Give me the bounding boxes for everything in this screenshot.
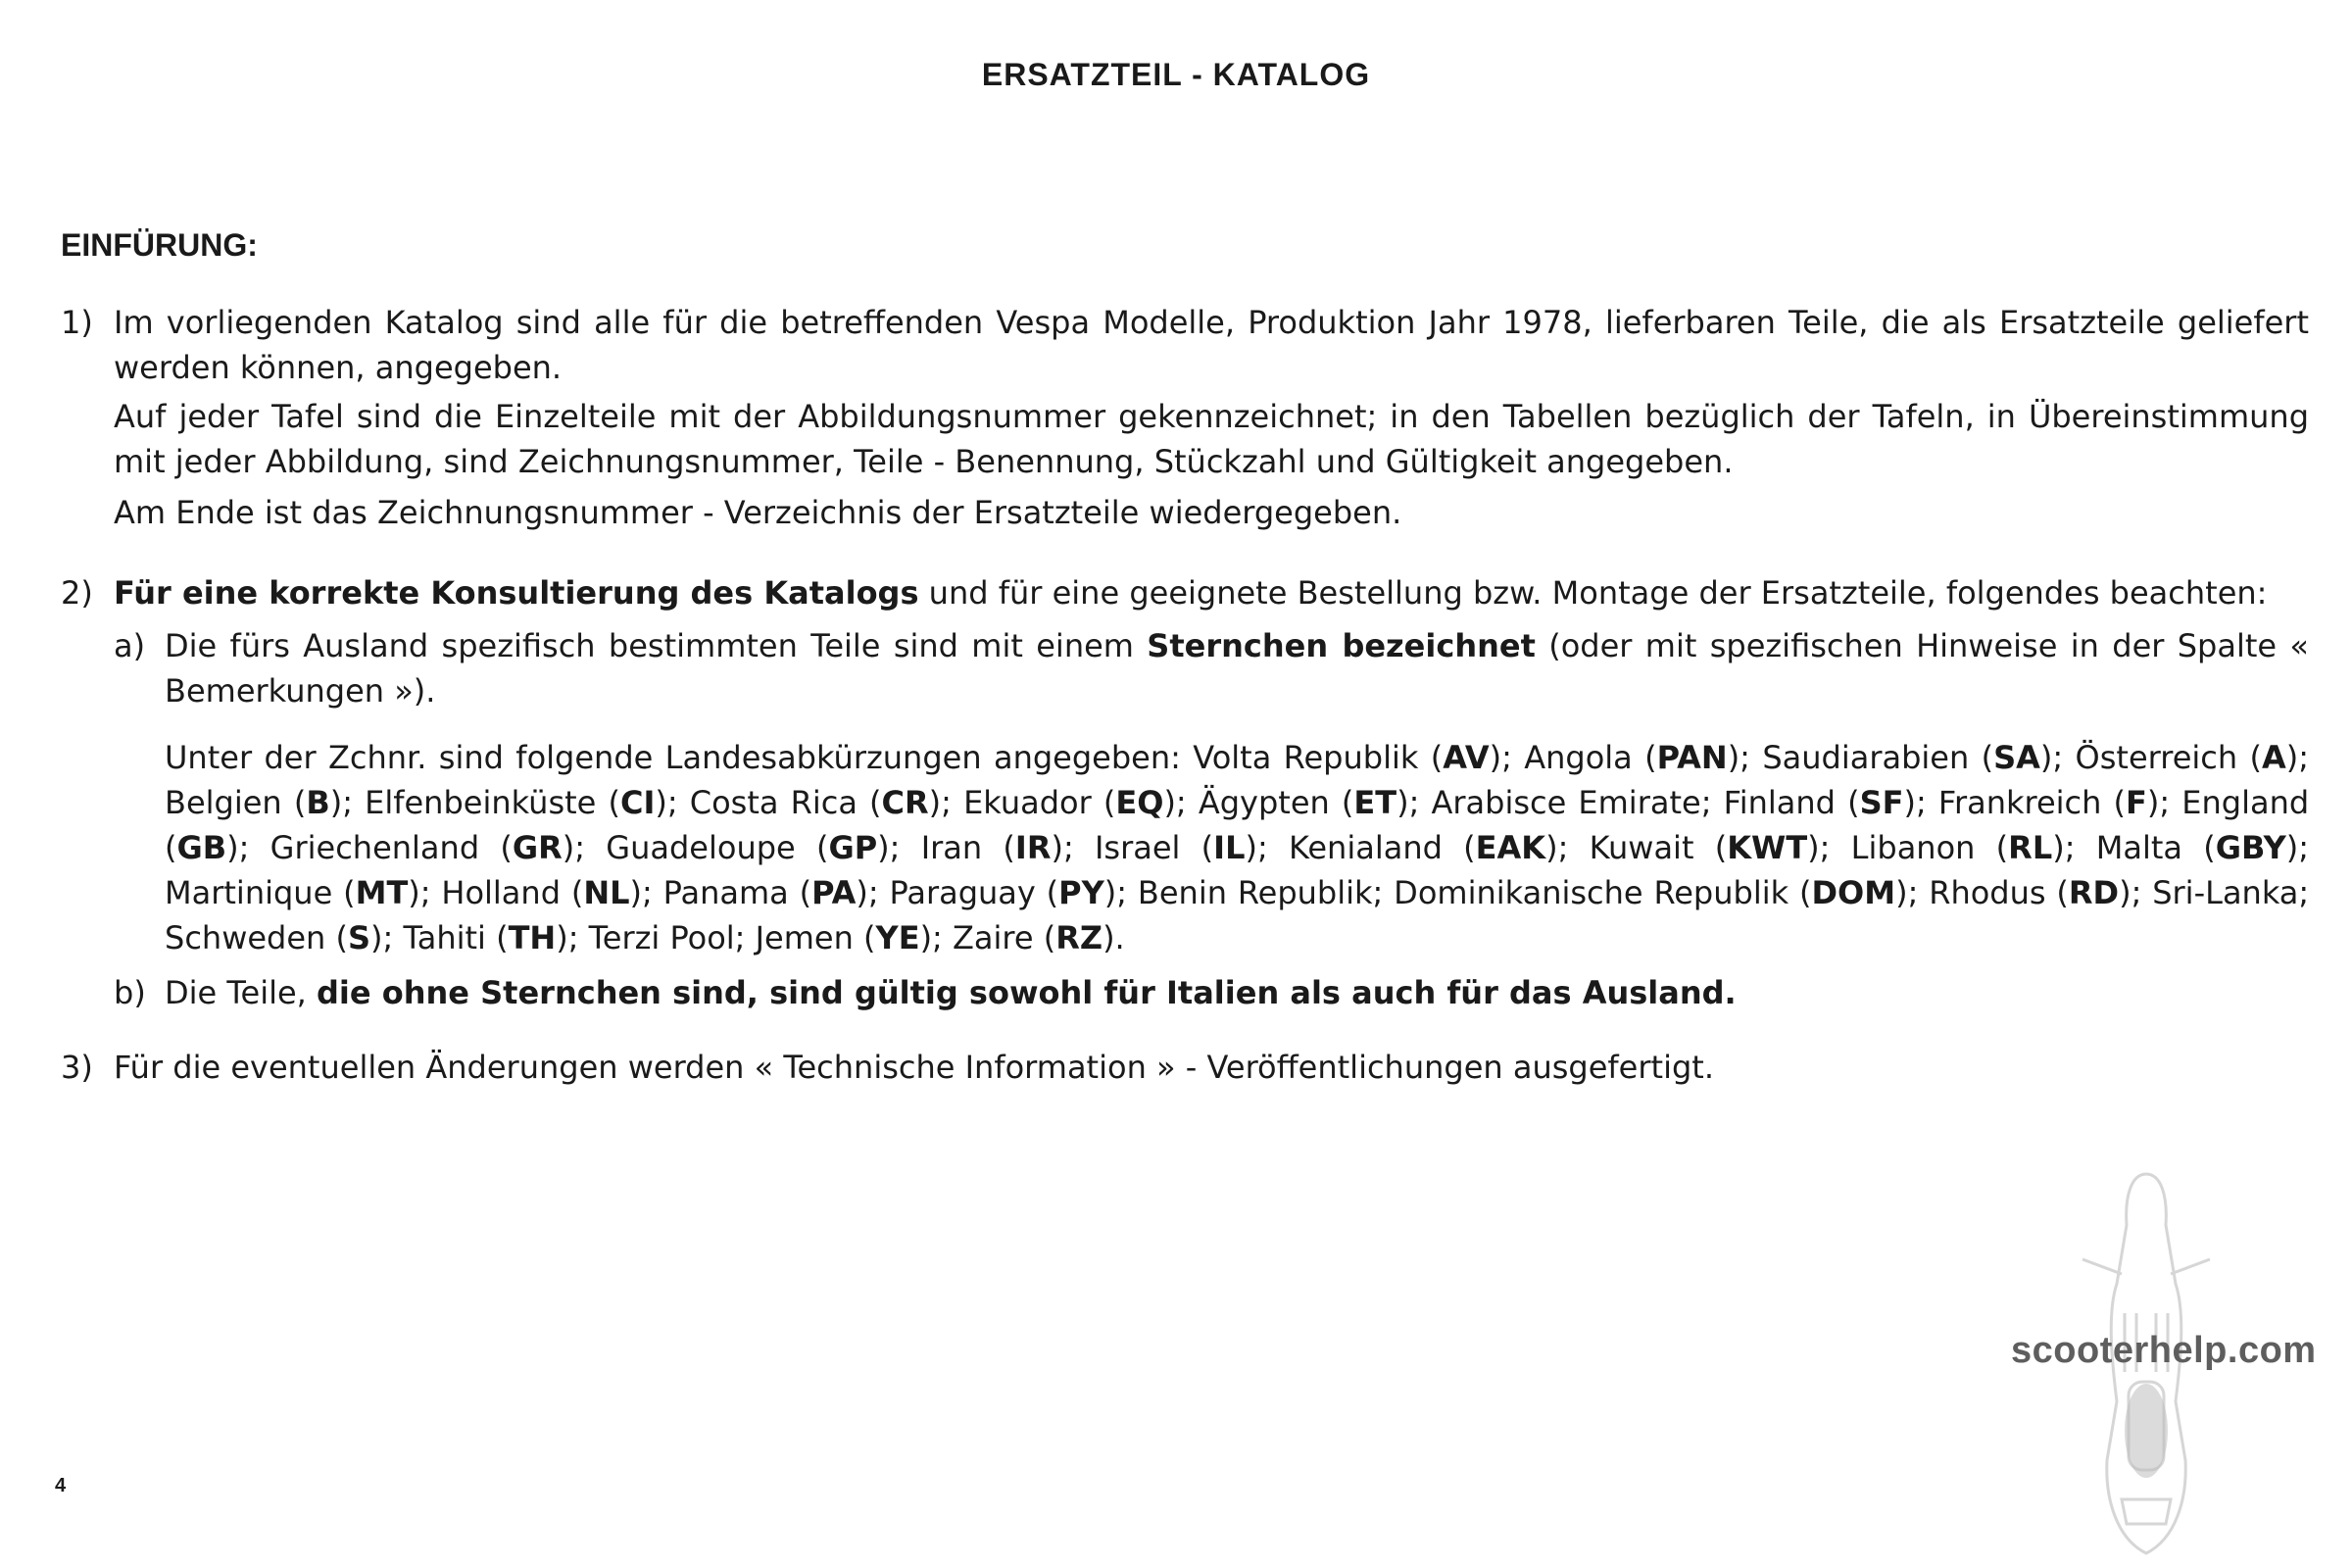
country-entry: Israel (IL); xyxy=(1094,829,1289,866)
country-entry: Benin Republik; xyxy=(1137,874,1395,911)
country-name: Panama xyxy=(662,874,789,911)
page-title: ERSATZTEIL - KATALOG xyxy=(981,57,1371,92)
country-name: Dominikanische Republik xyxy=(1394,874,1789,911)
country-entry: Costa Rica (CR); xyxy=(689,784,964,821)
section-1-paragraph-2: Auf jeder Tafel sind die Einzelteile mit der Abbildungsnummer gekennzeichnet; in den Tabellen bezüglich der Tafeln, in Übereinstimmung mit jeder Abbildung, sind Zeichnungsnummer, Teile - Benennung, Stückzahl und Gültigkeit angegeben. xyxy=(114,398,2309,480)
item-b-bold: die ohne Sternchen sind, sind gültig sowohl für Italien als auch für das Ausland. xyxy=(317,974,1737,1011)
country-name: Schweden xyxy=(165,919,326,956)
section-2-intro xyxy=(114,570,2309,615)
country-name: Benin Republik xyxy=(1137,874,1373,911)
country-entry: Frankreich (F); xyxy=(1937,784,2182,821)
country-entry: Zaire (RZ). xyxy=(953,919,1125,956)
country-entry: Terzi Pool; xyxy=(588,919,756,956)
country-code: PAN xyxy=(1656,739,1728,776)
country-code: SF xyxy=(1859,784,1904,821)
section-1-number: 1) xyxy=(61,304,93,341)
country-entry: Iran (IR); xyxy=(920,829,1095,866)
country-abbreviations-list xyxy=(165,735,2309,960)
country-code: EAK xyxy=(1475,829,1546,866)
country-code: GBY xyxy=(2215,829,2286,866)
section-2-bold-text: Für eine korrekte Konsultierung des Katalogs xyxy=(114,574,919,612)
country-entry: Belgien (B); xyxy=(165,784,366,821)
country-entry: Kuwait (KWT); xyxy=(1589,829,1851,866)
country-entry: Paraguay (PY); xyxy=(889,874,1138,911)
item-a-label: a) xyxy=(114,627,146,664)
country-entry: Malta (GBY); xyxy=(2095,829,2310,866)
country-code: MT xyxy=(355,874,409,911)
country-entry: Österreich (A); xyxy=(2075,739,2310,776)
country-code: PY xyxy=(1058,874,1104,911)
country-entry: Rhodus (RD); xyxy=(1929,874,2153,911)
country-entry: Arabisce Emirate; xyxy=(1431,784,1724,821)
item-a-pre: Die fürs Ausland spezifisch bestimmten Teile sind mit einem xyxy=(165,627,1148,664)
country-name: Frankreich xyxy=(1937,784,2102,821)
country-name: Finland xyxy=(1723,784,1836,821)
country-name: Ägypten xyxy=(1198,784,1330,821)
country-name: Belgien xyxy=(165,784,282,821)
country-name: Angola xyxy=(1524,739,1633,776)
country-code: CI xyxy=(619,784,656,821)
country-name: Terzi Pool xyxy=(588,919,735,956)
country-code: DOM xyxy=(1811,874,1896,911)
country-entry: Libanon (RL); xyxy=(1850,829,2096,866)
country-code: AV xyxy=(1443,739,1490,776)
country-entry: Guadeloupe (GP); xyxy=(606,829,921,866)
country-name: Israel xyxy=(1094,829,1181,866)
country-code: GR xyxy=(512,829,563,866)
country-name: England xyxy=(2181,784,2310,821)
country-code: RZ xyxy=(1055,919,1103,956)
country-entry: Panama (PA); xyxy=(662,874,890,911)
section-2-number: 2) xyxy=(61,574,93,612)
country-code: A xyxy=(2261,739,2286,776)
country-code: B xyxy=(306,784,330,821)
country-name: Iran xyxy=(920,829,983,866)
country-name: Paraguay xyxy=(889,874,1036,911)
country-code: KWT xyxy=(1727,829,1808,866)
country-entry: Martinique (MT); xyxy=(165,874,442,911)
country-name: Holland xyxy=(441,874,561,911)
section-1-paragraph-1: Im vorliegenden Katalog sind alle für die betreffenden Vespa Modelle, Produktion Jahr 1978, lieferbaren Teile, die als Ersatzteile geliefert werden können, angegeben. xyxy=(114,304,2309,386)
item-b-label: b) xyxy=(114,974,146,1011)
country-name: Österreich xyxy=(2075,739,2238,776)
country-entry: Schweden (S); xyxy=(165,919,404,956)
country-name: Guadeloupe xyxy=(606,829,796,866)
country-name: Rhodus xyxy=(1929,874,2046,911)
item-b-pre: Die Teile, xyxy=(165,974,317,1011)
country-name: Kenialand xyxy=(1288,829,1443,866)
country-code: IL xyxy=(1213,829,1246,866)
country-name: Zaire xyxy=(953,919,1034,956)
country-code: PA xyxy=(811,874,857,911)
country-entry: England (GB); xyxy=(165,784,2310,866)
country-list-intro: Unter der Zchnr. sind folgende Landesabkürzungen angegeben: xyxy=(165,739,1194,776)
country-code: GB xyxy=(176,829,227,866)
page-number: 4 xyxy=(55,1475,67,1496)
country-code: RL xyxy=(2008,829,2053,866)
country-name: Volta Republik xyxy=(1193,739,1419,776)
country-code: YE xyxy=(875,919,920,956)
country-entry: Ägypten (ET); xyxy=(1198,784,1432,821)
country-code: CR xyxy=(881,784,929,821)
country-name: Sri-Lanka xyxy=(2152,874,2299,911)
country-code: SA xyxy=(1993,739,2040,776)
country-code: TH xyxy=(508,919,557,956)
country-code: NL xyxy=(583,874,630,911)
country-name: Martinique xyxy=(165,874,333,911)
country-entry: Griechenland (GR); xyxy=(270,829,607,866)
country-name: Malta xyxy=(2095,829,2182,866)
country-code: F xyxy=(2126,784,2147,821)
section-3-text: Für die eventuellen Änderungen werden « Technische Information » - Veröffentlichungen ausgefertigt. xyxy=(114,1049,1714,1086)
country-name: Tahiti xyxy=(403,919,486,956)
country-entry: Angola (PAN); xyxy=(1524,739,1763,776)
country-entry: Holland (NL); xyxy=(441,874,663,911)
country-name: Jemen xyxy=(755,919,854,956)
country-name: Costa Rica xyxy=(689,784,858,821)
item-a-bold: Sternchen bezeichnet xyxy=(1147,627,1536,664)
country-entry: Saudiarabien (SA); xyxy=(1762,739,2076,776)
country-entry: Volta Republik (AV); xyxy=(1193,739,1525,776)
country-entry: Finland (SF); xyxy=(1723,784,1938,821)
country-code: GP xyxy=(828,829,878,866)
country-name: Elfenbeinküste xyxy=(365,784,597,821)
country-entry: Dominikanische Republik (DOM); xyxy=(1394,874,1930,911)
country-entry: Ekuador (EQ); xyxy=(963,784,1199,821)
country-name: Kuwait xyxy=(1589,829,1694,866)
country-name: Griechenland xyxy=(270,829,480,866)
country-code: IR xyxy=(1014,829,1052,866)
section-3-number: 3) xyxy=(61,1049,93,1086)
country-code: S xyxy=(347,919,371,956)
country-name: Libanon xyxy=(1850,829,1976,866)
country-name: Saudiarabien xyxy=(1762,739,1970,776)
country-name: Arabisce Emirate xyxy=(1431,784,1701,821)
country-entry: Sri-Lanka; xyxy=(2152,874,2310,911)
country-code: EQ xyxy=(1115,784,1164,821)
country-entry: Elfenbeinküste (CI); xyxy=(365,784,690,821)
country-entry: Tahiti (TH); xyxy=(403,919,589,956)
item-a-text xyxy=(165,623,2309,713)
country-code: ET xyxy=(1353,784,1397,821)
item-a-post: (oder mit spezifischen Hinweise in der Spalte « Bemerkungen »). xyxy=(165,627,2310,710)
country-code: RD xyxy=(2068,874,2120,911)
section-2-text: und für eine geeignete Bestellung bzw. Montage der Ersatzteile, folgendes beachten: xyxy=(918,574,2268,612)
country-entry: Jemen (YE); xyxy=(755,919,953,956)
intro-heading: EINFÜRUNG: xyxy=(61,227,258,263)
section-1-paragraph-3: Am Ende ist das Zeichnungsnummer - Verzeichnis der Ersatzteile wiedergegeben. xyxy=(114,494,1402,531)
country-entry: Kenialand (EAK); xyxy=(1288,829,1590,866)
watermark-site-name: scooterhelp.com xyxy=(2011,1330,2317,1371)
country-name: Ekuador xyxy=(963,784,1092,821)
item-b-text xyxy=(165,970,2309,1015)
